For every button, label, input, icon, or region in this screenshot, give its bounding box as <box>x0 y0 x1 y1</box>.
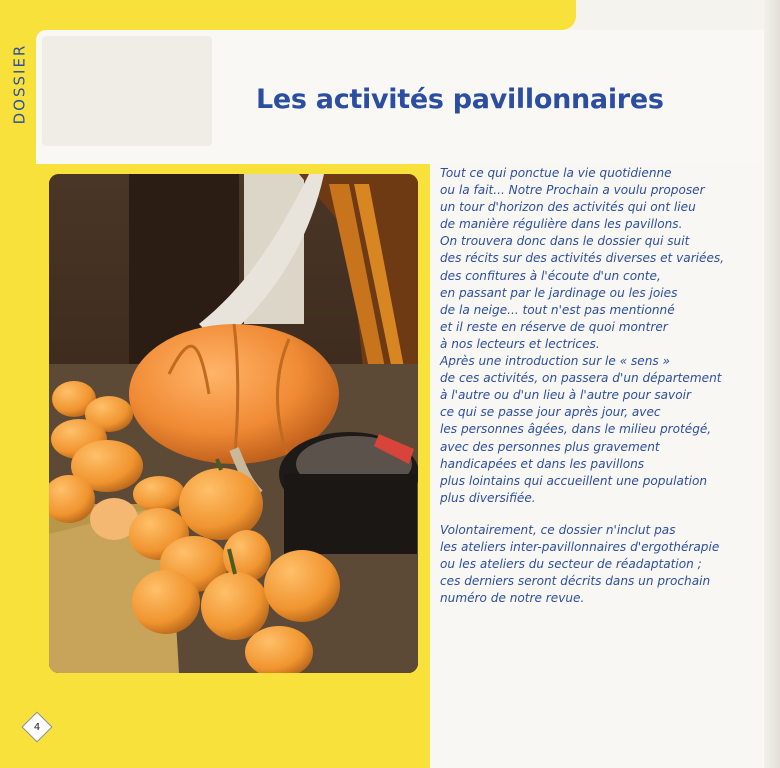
background-sheet <box>42 36 212 146</box>
text-line: les ateliers inter-pavillonnaires d'ergothérapie <box>440 539 720 554</box>
text-line: des confitures à l'écoute d'un conte, <box>440 268 661 283</box>
text-line: Tout ce qui ponctue la vie quotidienne <box>440 166 672 180</box>
section-label: DOSSIER <box>10 43 29 125</box>
section-tag <box>6 34 32 134</box>
text-line: les personnes âgées, dans le milieu protégé, <box>440 422 712 437</box>
yellow-top-band <box>0 0 576 30</box>
text-line: Après une introduction sur le « sens » <box>440 354 671 369</box>
text-line: plus diversifiée. <box>440 490 536 505</box>
page-title: Les activités pavillonnaires <box>256 84 664 115</box>
text-line: en passant par le jardinage ou les joies <box>440 285 678 300</box>
text-line: à l'autre ou d'un lieu à l'autre pour savoir <box>440 388 691 403</box>
paragraph-gap <box>440 507 760 522</box>
text-line: avec des personnes plus gravement <box>440 439 660 454</box>
closing-paragraph <box>440 522 760 607</box>
text-line: de manière régulière dans les pavillons. <box>440 217 683 232</box>
text-line: de ces activités, on passera d'un département <box>440 371 722 386</box>
text-line: On trouvera donc dans le dossier qui suit <box>440 234 690 249</box>
page-edge <box>764 0 780 768</box>
text-line: numéro de notre revue. <box>440 591 585 606</box>
pumpkin-photo-illustration <box>49 174 418 673</box>
text-line: ou les ateliers du secteur de réadaptation ; <box>440 557 702 572</box>
text-line: handicapées et dans les pavillons <box>440 456 645 471</box>
page-number: 4 <box>33 721 41 733</box>
text-line: de la neige... tout n'est pas mentionné <box>440 302 675 317</box>
pumpkin-photo <box>49 174 418 673</box>
text-line: un tour d'horizon des activités qui ont lieu <box>440 200 696 215</box>
intro-paragraph <box>440 165 760 507</box>
text-line: des récits sur des activités diverses et variées, <box>440 251 725 266</box>
article-text <box>440 165 760 607</box>
text-line: ce qui se passe jour après jour, avec <box>440 405 661 420</box>
text-line: plus lointains qui accueillent une population <box>440 473 708 488</box>
text-line: Volontairement, ce dossier n'inclut pas <box>440 522 676 537</box>
text-line: et il reste en réserve de quoi montrer <box>440 319 668 334</box>
text-line: à nos lecteurs et lectrices. <box>440 336 600 351</box>
text-line: ces derniers seront décrits dans un prochain <box>440 574 711 589</box>
text-line: ou la fait... Notre Prochain a voulu proposer <box>440 183 705 198</box>
